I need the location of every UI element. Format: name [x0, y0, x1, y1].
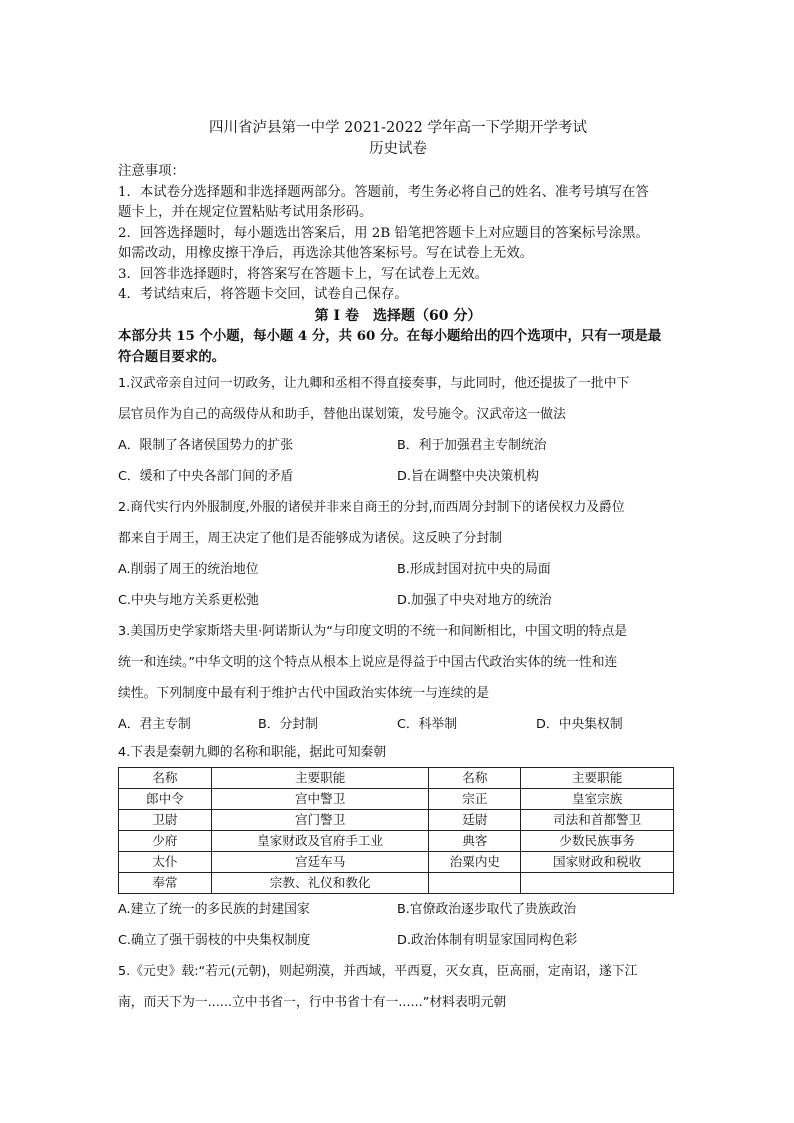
- option-row: [118, 894, 678, 925]
- table-cell: 宗教、礼仪和教化: [211, 872, 429, 893]
- question-1: [118, 368, 678, 492]
- table-header-row: [119, 767, 674, 788]
- question-text: 5.《元史》载:“若元(元朝)，则起朔漠，并西域，平西夏，灭女真，臣高丽，定南诏，遂下江: [118, 963, 638, 979]
- question-text: 4.下表是秦朝九卿的名称和职能，据此可知秦朝: [118, 744, 387, 760]
- note-line: 3．回答非选择题时，将答案写在答题卡上，写在试卷上无效。: [118, 266, 489, 282]
- section-description: 本部分共 15 个小题，每小题 4 分，共 60 分。在每小题给出的四个选项中，只有一项是最: [118, 327, 662, 344]
- table-cell: 郎中令: [119, 788, 212, 809]
- exam-subject: 历史试卷: [369, 141, 427, 157]
- table-cell: 卫尉: [119, 809, 212, 830]
- option-d: D.政治体制有明显家国同构色彩: [397, 932, 578, 948]
- question-3: [118, 616, 678, 740]
- option-b: B.形成封国对抗中央的局面: [397, 561, 551, 577]
- table-cell: 少府: [119, 830, 212, 851]
- table-row: [119, 830, 674, 851]
- table-cell: 廷尉: [429, 809, 521, 830]
- option-a: A.建立了统一的多民族的封建国家: [118, 901, 310, 917]
- table-cell: 宫中警卫: [211, 788, 429, 809]
- option-d: D.加强了中央对地方的统治: [397, 592, 552, 608]
- option-row: [118, 585, 678, 616]
- option-a: A．君主专制: [118, 716, 191, 732]
- table-cell: 司法和首都警卫: [521, 809, 674, 830]
- table-cell: 奉常: [119, 872, 212, 893]
- table-row: [119, 788, 674, 809]
- option-c: C.中央与地方关系更松弛: [118, 592, 259, 608]
- question-text: 都来自于周王，周王决定了他们是否能够成为诸侯。这反映了分封制: [118, 530, 502, 546]
- table-cell: 皇室宗族: [521, 788, 674, 809]
- table-cell: 典客: [429, 830, 521, 851]
- table-cell: [521, 872, 674, 893]
- note-line: 题卡上，并在规定位置粘贴考试用条形码。: [118, 205, 373, 220]
- question-text: 南，而天下为一......立中书省一，行中书省十有一......”材料表明元朝: [118, 994, 507, 1010]
- question-text: 层官员作为自己的高级侍从和助手，替他出谋划策，发号施令。汉武帝这一做法: [118, 406, 566, 422]
- exam-page: [118, 118, 678, 1018]
- option-row: [118, 554, 678, 585]
- option-a: A．限制了各诸侯国势力的扩张: [118, 437, 294, 453]
- table-header: 名称: [119, 767, 212, 788]
- option-c: C．缓和了中央各部门间的矛盾: [118, 468, 294, 484]
- question-4: [118, 740, 678, 956]
- option-row: [118, 430, 678, 461]
- option-row: [118, 925, 678, 956]
- table-cell: 少数民族事务: [521, 830, 674, 851]
- option-d: D.旨在调整中央决策机构: [397, 468, 539, 484]
- option-c: C．科举制: [397, 716, 458, 732]
- option-d: D．中央集权制: [536, 716, 623, 732]
- nine-ministers-table: [118, 767, 674, 894]
- note-line: 如需改动，用橡皮擦干净后，再选涂其他答案标号。写在试卷上无效。: [118, 246, 534, 261]
- question-text: 1.汉武帝亲自过问一切政务，让九卿和丞相不得直接奏事，与此同时，他还提拔了一批中下: [118, 375, 630, 391]
- question-text: 续性。下列制度中最有利于维护古代中国政治实体统一与连续的是: [118, 685, 490, 701]
- option-b: B．利于加强君主专制统治: [397, 437, 547, 453]
- section-title: 第 I 卷 选择题（60 分）: [314, 307, 482, 324]
- table-cell: 太仆: [119, 851, 212, 872]
- option-a: A.削弱了周王的统治地位: [118, 561, 259, 577]
- exam-title: 四川省泸县第一中学 2021-2022 学年高一下学期开学考试: [209, 120, 587, 136]
- question-text: 统一和连续。”中华文明的这个特点从根本上说应是得益于中国古代政治实体的统一性和连: [118, 654, 618, 670]
- table-header: 主要职能: [521, 767, 674, 788]
- table-cell: 国家财政和税收: [521, 851, 674, 872]
- question-5: [118, 956, 678, 1018]
- table-row: [119, 809, 674, 830]
- table-cell: [429, 872, 521, 893]
- notes-heading: 注意事项：: [118, 164, 185, 179]
- notes-section: [118, 162, 678, 306]
- option-c: C.确立了强干弱枝的中央集权制度: [118, 932, 311, 948]
- option-row: [118, 461, 678, 492]
- table-cell: 宗正: [429, 788, 521, 809]
- question-2: [118, 492, 678, 616]
- note-line: 2．回答选择题时，每小题选出答案后，用 2B 铅笔把答题卡上对应题目的答案标号涂黑。: [118, 225, 649, 241]
- table-header: 主要职能: [211, 767, 429, 788]
- option-row: [118, 709, 678, 740]
- table-cell: 治粟内史: [429, 851, 521, 872]
- section-description: 符合题目要求的。: [118, 348, 226, 365]
- option-b: B．分封制: [258, 716, 318, 732]
- table-cell: 宫门警卫: [211, 809, 429, 830]
- question-text: 2.商代实行内外服制度,外服的诸侯并非来自商王的分封,而西周分封制下的诸侯权力及爵位: [118, 499, 625, 515]
- table-cell: 宫廷车马: [211, 851, 429, 872]
- table-cell: 皇家财政及官府手工业: [211, 830, 429, 851]
- note-line: 1．本试卷分选择题和非选择题两部分。答题前，考生务必将自己的姓名、准考号填写在答: [118, 184, 649, 200]
- option-b: B.官僚政治逐步取代了贵族政治: [397, 901, 577, 917]
- table-header: 名称: [429, 767, 521, 788]
- table-row: [119, 872, 674, 893]
- table-row: [119, 851, 674, 872]
- note-line: 4．考试结束后，将答题卡交回，试卷自己保存。: [118, 287, 408, 302]
- question-text: 3.美国历史学家斯塔夫里·阿诺斯认为“与印度文明的不统一和间断相比，中国文明的特点是: [118, 623, 628, 639]
